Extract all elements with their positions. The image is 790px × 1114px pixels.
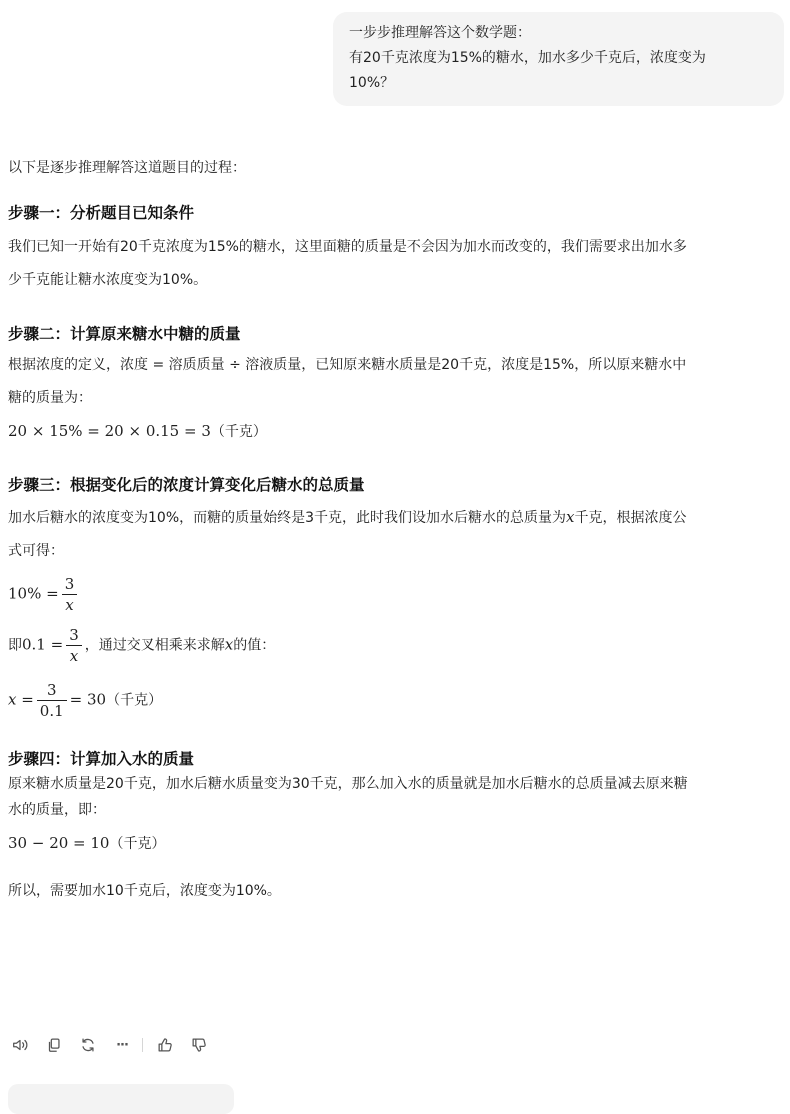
step4-line: 水的质量，即： [8,802,106,818]
step3-title: 步骤三：根据变化后的浓度计算变化后糖水的总质量 [8,476,365,494]
eq3-unit: （千克） [106,692,163,709]
eq2-text: ，通过交叉相乘来求解 [84,637,225,654]
user-message-line: 有20千克浓度为15%的糖水，加水多少千克后，浓度变为 [349,50,706,66]
reply-action-toolbar [10,1034,209,1056]
conclusion: 所以，需要加水10千克后，浓度变为10%。 [8,883,281,899]
eq3-fraction [37,680,67,721]
eq1-denominator: x [65,596,74,614]
step4-equation-unit: （千克） [109,836,166,852]
copy-icon[interactable] [44,1035,64,1055]
step2-equation-unit: （千克） [210,424,267,440]
eq3-rhs: = 30 [69,690,107,709]
eq2-denominator: x [69,647,79,665]
step4-title: 步骤四：计算加入水的质量 [8,750,195,768]
eq2-numerator: 3 [66,625,82,646]
thumbs-up-icon[interactable] [155,1035,175,1055]
toolbar-divider [142,1038,143,1052]
eq2-prefix: 即 [8,637,22,654]
eq1-lhs: 10% = [8,584,59,603]
assistant-reply [8,152,782,908]
more-label: ··· [116,1037,128,1053]
step2-line: 糖的质量为： [8,390,92,406]
step4-equation-math: 30 − 20 = 10 [8,834,110,852]
step2-line: 根据浓度的定义，浓度 = 溶质质量 ÷ 溶液质量，已知原来糖水质量是20千克，浓度是15%，所以原来糖水中 [8,357,687,373]
eq2-text: 的值： [233,637,276,654]
step3-equation-3 [8,680,782,721]
thumbs-down-icon[interactable] [189,1035,209,1055]
step3-line [8,501,782,535]
user-message-bubble [333,12,784,106]
suggestion-chip[interactable] [8,1084,234,1114]
eq2-lhs: 0.1 = [22,635,64,654]
eq1-numerator: 3 [62,574,78,595]
user-message-line: 10%？ [349,75,395,91]
eq3-numerator: 3 [37,680,67,701]
eq1-fraction [62,574,78,615]
eq3-lhs: x = [8,690,34,709]
variable-x: x [566,508,575,526]
step1-line: 少千克能让糖水浓度变为10%。 [8,272,208,288]
eq3-denominator: 0.1 [39,702,64,720]
step1-title: 步骤一：分析题目已知条件 [8,204,195,222]
step2-equation [8,415,782,449]
step3-text: 千克，根据浓度公 [574,510,687,526]
step3-line: 式可得： [8,543,64,559]
eq2-fraction [66,625,82,666]
step2-title: 步骤二：计算原来糖水中糖的质量 [8,325,241,343]
regenerate-icon[interactable] [78,1035,98,1055]
step4-line: 原来糖水质量是20千克，加水后糖水质量变为30千克，那么加入水的质量就是加水后糖水的总质量减去原来糖 [8,776,688,792]
step3-equation-1 [8,574,782,615]
step3-text: 加水后糖水的浓度变为10%，而糖的质量始终是3千克，此时我们设加水后糖水的总质量为 [8,510,567,526]
user-message-line: 一步步推理解答这个数学题： [349,25,531,41]
step2-equation-math: 20 × 15% = 20 × 0.15 = 3 [8,422,211,440]
step3-equation-2 [8,625,782,666]
variable-x: x [224,635,234,654]
step4-equation [8,827,782,861]
step1-line: 我们已知一开始有20千克浓度为15%的糖水，这里面糖的质量是不会因为加水而改变的，我们需要求出加水多 [8,239,687,255]
reply-intro: 以下是逐步推理解答这道题目的过程： [8,160,246,176]
more-icon[interactable] [112,1035,132,1055]
speaker-icon[interactable] [10,1035,30,1055]
